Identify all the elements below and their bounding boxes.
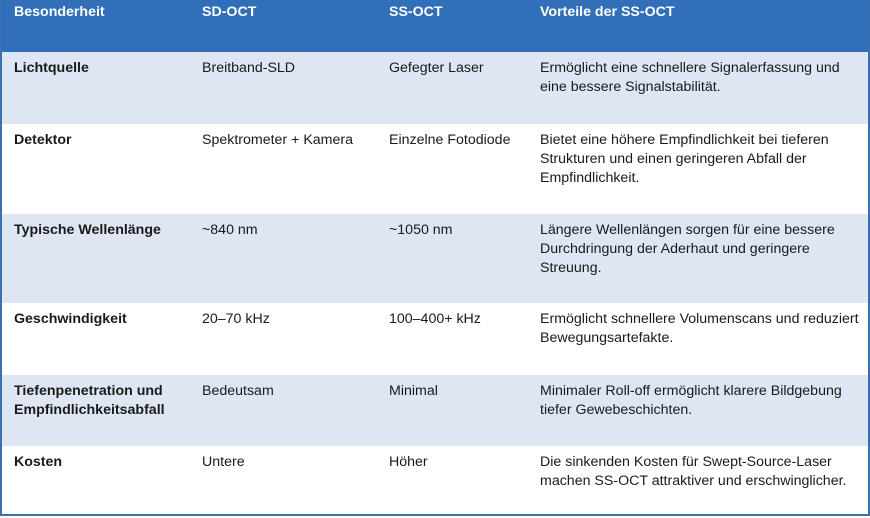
cell-ss-oct: Gefegter Laser <box>389 60 484 76</box>
cell-feature: Kosten <box>14 454 63 470</box>
cell-advantage: Die sinkenden Kosten für Swept-Source-Laser machen SS-OCT attraktiver und erschwinglicher. <box>540 454 847 489</box>
cell-advantage: Minimaler Roll-off ermöglicht klarere Bildgebung tiefer Gewebeschichten. <box>540 383 842 418</box>
cell-ss-oct: Minimal <box>389 383 438 399</box>
table-row <box>2 375 868 446</box>
cell-feature: Geschwindigkeit <box>14 311 127 327</box>
oct-comparison-table <box>2 0 868 514</box>
cell-ss-oct: Höher <box>389 454 428 470</box>
cell-ss-oct: ~1050 nm <box>389 222 453 238</box>
cell-sd-oct: Spektrometer + Kamera <box>202 132 354 148</box>
table-header <box>2 0 868 52</box>
cell-sd-oct: 20–70 kHz <box>202 311 270 327</box>
cell-feature: Tiefenpenetration und Empfindlichkeitsabfall <box>14 383 165 418</box>
cell-advantage: Längere Wellenlängen sorgen für eine bessere Durchdringung der Aderhaut und geringere Streuung. <box>540 222 835 276</box>
cell-sd-oct: Bedeutsam <box>202 383 274 399</box>
cell-sd-oct: ~840 nm <box>202 222 258 238</box>
table-row <box>2 214 868 303</box>
table-body <box>2 52 868 514</box>
header-advantages: Vorteile der SS-OCT <box>540 4 675 20</box>
cell-feature: Lichtquelle <box>14 60 89 76</box>
table-row <box>2 446 868 514</box>
cell-ss-oct: Einzelne Fotodiode <box>389 132 511 148</box>
table-row <box>2 52 868 124</box>
header-feature: Besonderheit <box>14 4 105 20</box>
header-row <box>2 0 868 52</box>
table-row <box>2 303 868 375</box>
cell-feature: Detektor <box>14 132 72 148</box>
cell-ss-oct: 100–400+ kHz <box>389 311 481 327</box>
cell-advantage: Ermöglicht eine schnellere Signalerfassung und eine bessere Signalstabilität. <box>540 60 840 95</box>
header-ss-oct: SS-OCT <box>389 4 443 20</box>
cell-advantage: Bietet eine höhere Empfindlichkeit bei tieferen Strukturen und einen geringeren Abfall der Empfindlichkeit. <box>540 132 829 186</box>
cell-sd-oct: Breitband-SLD <box>202 60 296 76</box>
cell-feature: Typische Wellenlänge <box>14 222 161 238</box>
header-sd-oct: SD-OCT <box>202 4 257 20</box>
cell-advantage: Ermöglicht schnellere Volumenscans und reduziert Bewegungsartefakte. <box>540 311 859 346</box>
cell-sd-oct: Untere <box>202 454 245 470</box>
table-row <box>2 124 868 214</box>
